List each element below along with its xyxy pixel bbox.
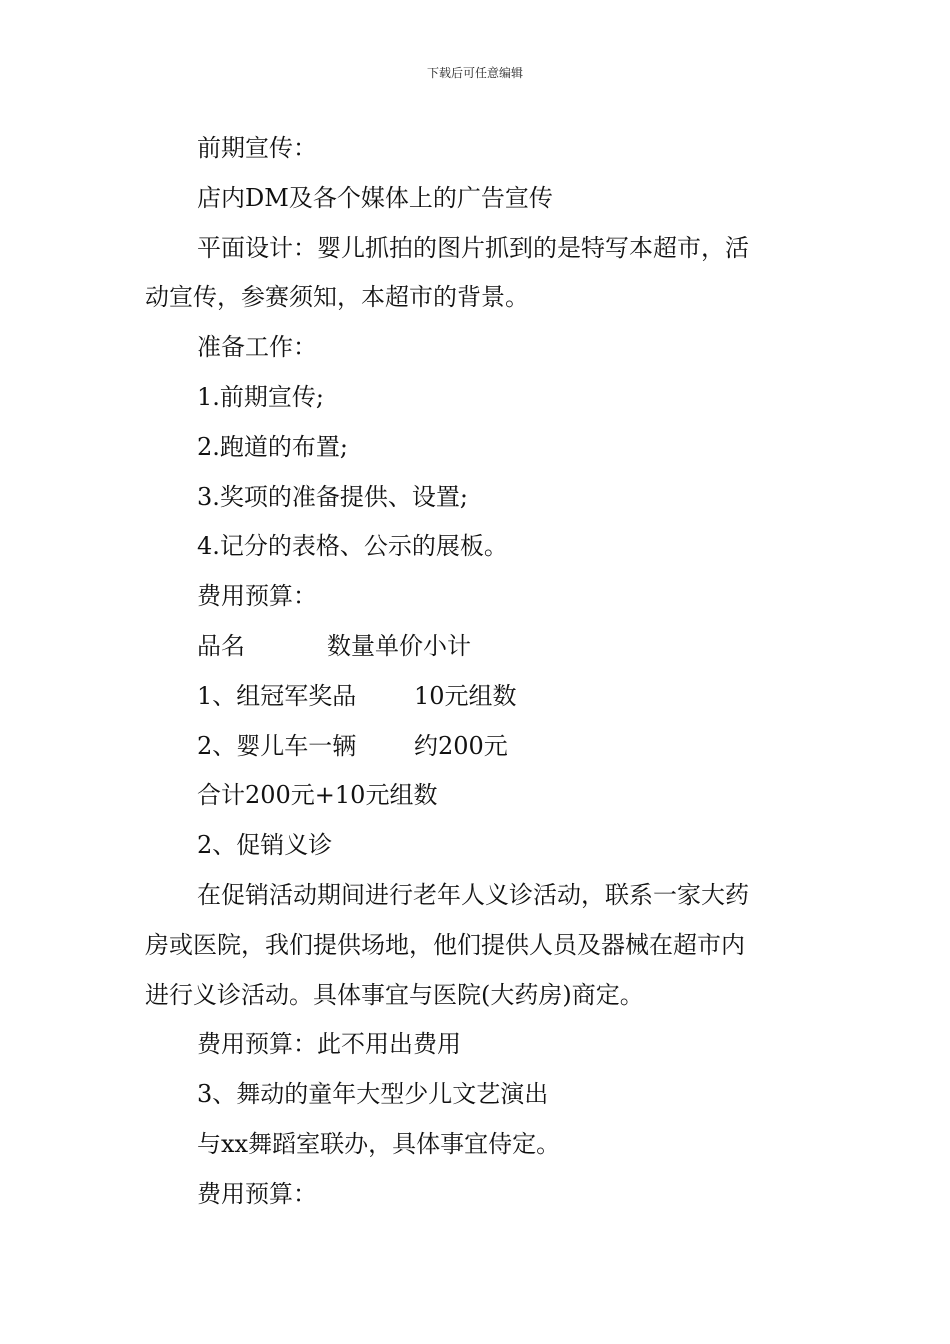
section-budget: 费用预算： [197,1179,317,1208]
list-item: 1.前期宣传; [197,382,324,411]
budget-price: 约200元 [414,731,508,760]
paragraph-graphic-design-cont: 动宣传，参赛须知，本超市的背景。 [145,283,529,312]
page-header-note: 下载后可任意编辑 [426,66,523,80]
paragraph-graphic-design: 平面设计：婴儿抓拍的图片抓到的是特写本超市，活 [197,233,749,262]
budget-table-header [145,622,810,672]
table-row [145,722,810,772]
paragraph-prep-heading: 准备工作： [197,333,317,362]
budget-price: 10元组数 [414,681,517,710]
section-title: 3、舞动的童年大型少儿文艺演出 [197,1080,549,1109]
list-item: 3.奖项的准备提供、设置; [197,482,468,511]
section-body-line: 在促销活动期间进行老年人义诊活动，联系一家大药 [197,880,749,909]
list-item: 2.跑道的布置; [197,432,348,461]
budget-col-name: 品名 [197,631,245,660]
budget-col-qty-price: 数量单价小计 [327,631,471,660]
budget-total: 合计200元+10元组数 [197,781,438,810]
paragraph-promo-heading: 前期宣传： [197,134,317,162]
section-budget: 费用预算：此不用出费用 [197,1030,461,1059]
list-item: 4.记分的表格、公示的展板。 [197,532,508,561]
budget-item: 1、组冠军奖品 [197,681,357,710]
section-body-line: 房或医院，我们提供场地，他们提供人员及器械在超市内 [145,930,745,959]
section-title: 2、促销义诊 [197,831,333,860]
document-body [145,124,810,1220]
paragraph-budget-heading: 费用预算： [197,582,317,611]
section-body-line: 与xx舞蹈室联办，具体事宜侍定。 [197,1129,561,1158]
budget-item: 2、婴儿车一辆 [197,731,357,760]
paragraph-promo-media: 店内DM及各个媒体上的广告宣传 [197,183,553,212]
section-body-line: 进行义诊活动。具体事宜与医院(大药房)商定。 [145,980,644,1009]
table-row [145,672,810,722]
